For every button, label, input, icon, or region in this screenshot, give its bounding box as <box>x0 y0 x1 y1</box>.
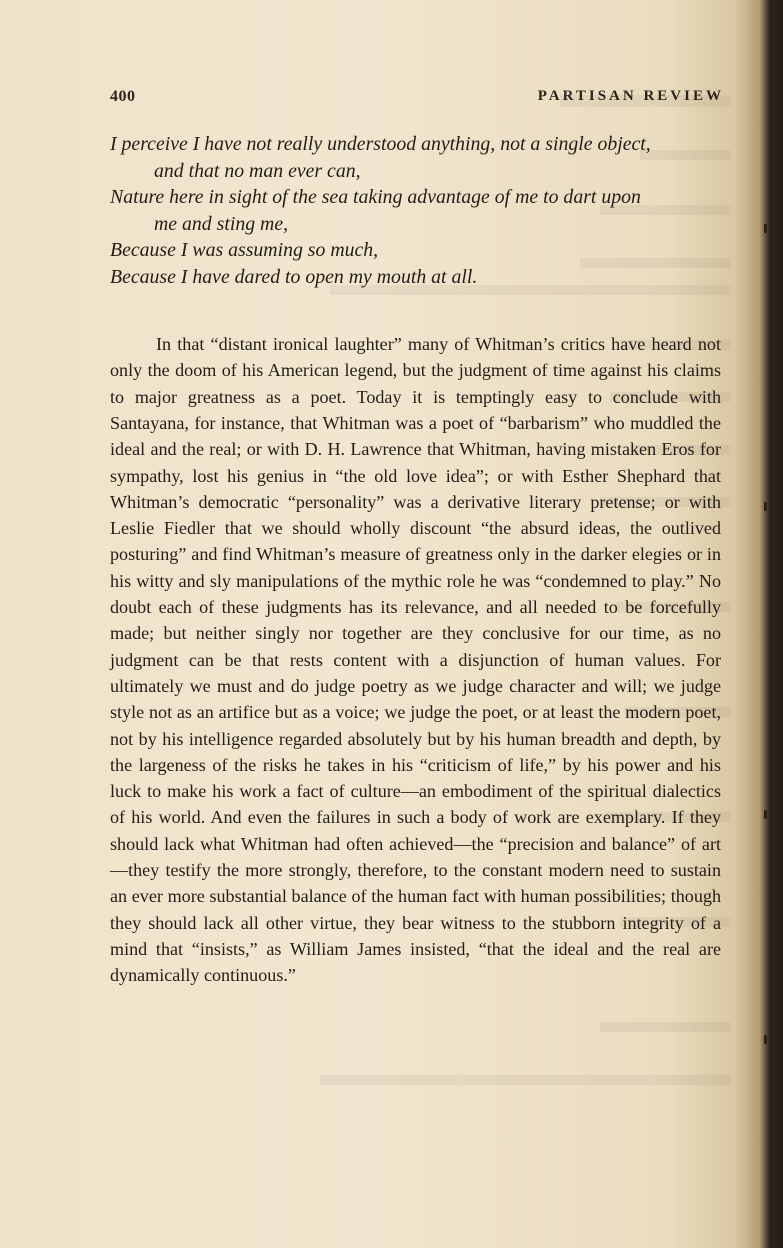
poem-line: Because I have dared to open my mouth at all. <box>110 265 478 288</box>
poem-line: me and sting me, <box>154 212 289 235</box>
poem-line: Because I was assuming so much, <box>110 239 379 261</box>
poem-line: Nature here in sight of the sea taking advantage of me to dart upon <box>110 186 641 208</box>
page-edge-mark <box>764 224 767 233</box>
page-number: 400 <box>110 88 136 105</box>
page-header <box>110 88 724 112</box>
page-edge-mark <box>764 502 767 511</box>
page-edge-mark <box>764 810 767 819</box>
poem-line: and that no man ever can, <box>154 159 361 182</box>
poem-quotation <box>110 131 724 290</box>
poem-line: I perceive I have not really understood anything, not a single object, <box>110 133 651 155</box>
page-edge-mark <box>764 1035 767 1044</box>
running-head: PARTISAN REVIEW <box>537 88 724 104</box>
body-paragraph: In that “distant ironical laughter” many of Whitman’s critics have heard not only the doom of his American legend, but the judgment of time against his claims to major greatness as a poet. Today it is temptingly easy to conclude with Santayana, for instance, that Whitman was a poet of “barbarism” who muddled the ideal and the real; or with D. H. Lawrence that Whitman, having mistaken Eros for sympathy, lost his genius in “the old love idea”; or with Esther Shephard that Whitman’s democratic “personality” was a derivative literary pretense; or with Leslie Fiedler that we should wholly discount “the absurd ideas, the outlived posturing” and find Whitman’s measure of greatness only in the darker elegies or in his witty and sly manipulations of the mythic role he was “condemned to play.” No doubt each of these judgments has its relevance, and all needed to be forcefully made; but neither singly nor together are they conclusive for our time, as no judgment can be that rests content with a disjunction of human values. For ultimately we must and do judge poetry as we judge character and will; we judge style not as an artifice but as a voice; we judge the poet, or at least the modern poet, not by his intelligence regarded absolutely but by his human breadth and depth, by the largeness of the risks he takes in his “criticism of life,” by his power and his luck to make his work a fact of culture—an embodiment of the spiritual dialectics of his world. And even the failures in such a body of work are exemplary. If they should lack what Whitman had often achieved—the “precision and balance” of art—they testify the more strongly, therefore, to the constant modern need to sustain an ever more substantial balance of the human fact with human possibilities; though they should lack all other virtue, they bear witness to the stubborn integrity of a mind that “insists,” as William James insisted, “that the ideal and the real are dynamically continuous.” <box>110 334 721 986</box>
